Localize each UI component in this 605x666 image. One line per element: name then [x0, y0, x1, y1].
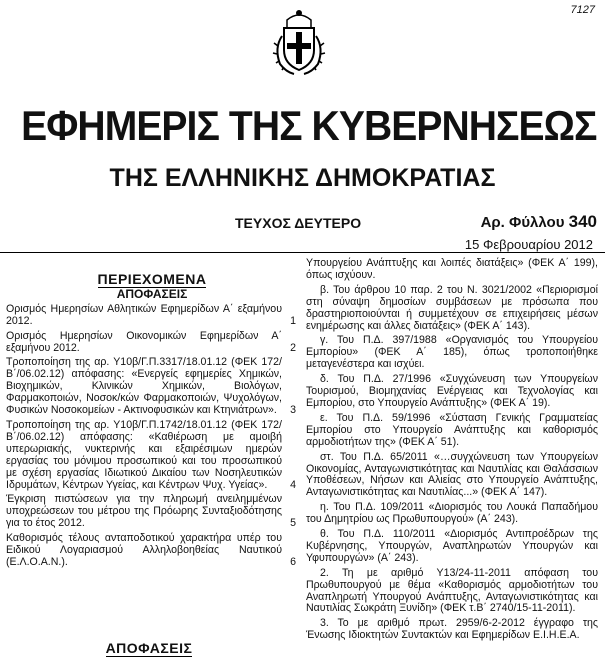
gazette-title: ΕΦΗΜΕΡΙΣ ΤΗΣ ΚΥΒΕΡΝΗΣΕΩΣ [21, 102, 597, 149]
body-paragraph: στ. Του Π.Δ. 65/2011 «…συγχώνευση των Υπουργείων Οικονομίας, Ανταγωνιστικότητας και Ναυτιλίας και Θαλάσσιων Υποθέσεων, Νήσων και Αλιείας στο Υπουργείο Ανάπτυξης, Ανταγωνιστικότητας και Ναυτιλίας...» (ΦΕΚ Α΄ 147). [306, 450, 598, 499]
toc-entry-page: 3 [290, 404, 296, 417]
header-divider [0, 252, 605, 253]
toc-entry [6, 420, 298, 491]
contents-heading: ΠΕΡΙΕΧΟΜΕΝΑ [97, 271, 207, 287]
body-column [306, 258, 598, 645]
toc-entry-text: Καθορισμός τέλους ανταποδοτικού χαρακτήρα υπέρ του Ειδικού Λογαριασμού Αλληλοβοηθείας Ναυτικού (Ε.Λ.Ο.Α.Ν.). [6, 532, 282, 568]
body-paragraph: Υπουργείου Ανάπτυξης και λοιπές διατάξεις» (ΦΕΚ Α΄ 199), όπως ισχύουν. [306, 257, 598, 281]
toc-entry-page: 2 [290, 341, 296, 354]
toc-entry-text: Έγκριση πιστώσεων για την πληρωμή ανειλημμένων υποχρεώσεων του μέτρου της Πρόωρης Συνταξιοδότησης για το έτος 2012. [6, 493, 282, 530]
body-paragraph: η. Του Π.Δ. 109/2011 «Διορισμός του Λουκά Παπαδήμου του Δημητρίου ως Πρωθυπουργού» (Α΄ 243). [306, 501, 598, 526]
sheet-number-label: Αρ. Φύλλου [480, 214, 565, 231]
sheet-number-value: 340 [568, 212, 597, 231]
body-paragraph: 3. Το με αριθμό πρωτ. 2959/6-2-2012 έγγραφο της Ένωσης Ιδιοκτητών Συντακτών και Εφημερίδων Ε.Ι.Η.Ε.Α. [306, 617, 598, 642]
coat-of-arms-icon [270, 6, 328, 78]
body-paragraph: θ. Του Π.Δ. 110/2011 «Διορισμός Αντιπροέδρων της Κυβέρνησης, Υπουργών, Αναπληρωτών Υπουργών και Υφυπουργών» (Α΄ 243). [306, 528, 598, 564]
toc-entry-page: 5 [290, 517, 296, 530]
body-paragraph: β. Του άρθρου 10 παρ. 2 του Ν. 3021/2002 «Περιορισμοί στη σύναψη δημοσίων συμβάσεων με πρόσωπα που δραστηριοποιούνται ή συμμετέχουν σε επιχειρήσεις μέσων ενημέρωσης και άλλες διατάξεις» (ΦΕΚ Α΄ 143). [306, 283, 598, 332]
toc-entry-text: Τροποποίηση της αρ. Υ10β/Γ.Π.1742/18.01.12 (ΦΕΚ 172/Β΄/06.02.12) απόφασης: «Καθιέρωση με αμοιβή υπερωριακής, νυκτερινής και εξαιρέσιμων ημερών εργασίας του μόνιμου προσωπικού και του προσωπικού με σχέση εργασίας Ιδιωτικού Δικαίου των Νοσηλευτικών Ιδρυμάτων, Κέντρων Υγείας, και Κέντρων Ψυχ. Υγείας». [6, 418, 282, 491]
contents-section-label: ΑΠΟΦΑΣΕΙΣ [116, 286, 188, 301]
toc-entry-text: Ορισμός Ημερησίων Αθλητικών Εφημερίδων Α΄ εξαμήνου 2012. [6, 302, 282, 327]
body-paragraph: γ. Του Π.Δ. 397/1988 «Οργανισμός του Υπουργείου Εμπορίου» (ΦΕΚ Α΄ 185), όπως τροποποιήθηκε μεταγενέστερα και ισχύει. [306, 334, 598, 371]
issue-date: 15 Φεβρουαρίου 2012 [464, 237, 593, 252]
toc-entry-text: Ορισμός Ημερησίων Οικονομικών Εφημερίδων Α΄ εξαμήνου 2012. [6, 329, 282, 354]
toc-entry-page: 4 [290, 478, 296, 491]
body-paragraph: 2. Τη με αριθμό Υ13/24-11-2011 απόφαση του Πρωθυπουργού με θέμα «Καθορισμός αρμοδιοτήτων του Αναπληρωτή Υπουργού Ανάπτυξης, Ανταγωνιστικότητας και Ναυτιλίας Σωκράτη Ξυνίδη» (ΦΕΚ τ.Β΄ 2740/15-11-2011). [306, 566, 598, 615]
toc-entry-page: 6 [290, 555, 296, 568]
toc-entry [6, 357, 298, 417]
page-number: 7127 [570, 4, 595, 16]
toc-entry [6, 533, 298, 569]
toc-entry [6, 304, 298, 328]
sheet-number [481, 212, 597, 232]
contents-column [6, 258, 298, 572]
toc-entry-text: Τροποποίηση της αρ. Υ10β/Γ.Π.3317/18.01.12 (ΦΕΚ 172/Β΄/06.02.12) απόφασης: «Ενεργείς εφημερίες Χημικών, Βιοχημικών, Κλινικών Χημικών, Βιολόγων, Φαρμακοποιών, Νοσοκ/κών Φαρμακοποιών, Ψυχολόγων, Φυσικών Νοσοκομείων - Ακτινοφυσικών και Κτηνιάτρων». [6, 356, 282, 417]
toc-entry [6, 494, 298, 530]
gazette-subtitle: ΤΗΣ ΕΛΛΗΝΙΚΗΣ ΔΗΜΟΚΡΑΤΙΑΣ [109, 164, 496, 192]
issue-type: ΤΕΥΧΟΣ ΔΕΥΤΕΡΟ [235, 215, 362, 231]
body-paragraph: δ. Του Π.Δ. 27/1996 «Συγχώνευση των Υπουργείων Τουρισμού, Βιομηχανίας Ενέργειας και Τεχνολογίας και Εμπορίου, στο Υπουργείο Ανάπτυξης» (ΦΕΚ Α΄ 19). [306, 373, 598, 409]
toc-entry-page: 1 [290, 314, 296, 327]
decisions-heading: ΑΠΟΦΑΣΕΙΣ [105, 640, 193, 656]
body-paragraph: ε. Του Π.Δ. 59/1996 «Σύσταση Γενικής Γραμματείας Εμπορίου στο Υπουργείο Ανάπτυξης και καθορισμός αρμοδιοτήτων της» (ΦΕΚ Α΄ 51). [306, 411, 598, 448]
toc-entry [6, 331, 298, 355]
